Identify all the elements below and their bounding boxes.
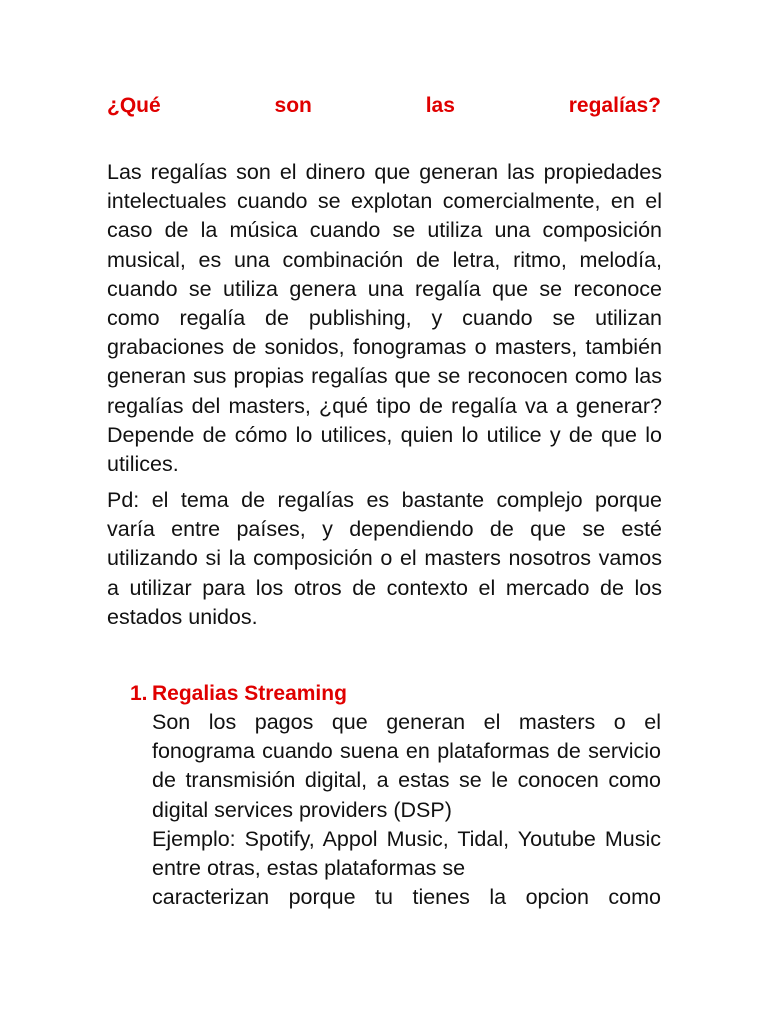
- heading-word: regalías?: [568, 94, 661, 117]
- heading-word: son: [274, 94, 312, 117]
- paragraph-note: Pd: el tema de regalías es bastante complejo porque varía entre países, y dependiendo de que se esté utilizando si la composición o el masters nosotros vamos a utilizar para los otros de contexto el mercado de los estados unidos.: [107, 488, 662, 629]
- list-item-body: [152, 708, 661, 912]
- section-heading: [107, 92, 661, 120]
- list-item-example: Ejemplo: Spotify, Appol Music, Tidal, Youtube Music entre otras, estas plataformas se: [152, 826, 661, 881]
- list-item-description: Son los pagos que generan el masters o el fonograma cuando suena en plataformas de servicio de transmisión digital, a estas se le conocen como digital services providers (DSP): [152, 710, 661, 822]
- heading-word: las: [425, 94, 455, 117]
- heading-word: ¿Qué: [107, 94, 161, 117]
- list-item-title: Regalias Streaming: [152, 682, 347, 705]
- list-item-continuation: caracterizan porque tu tienes la opcion como: [152, 885, 661, 910]
- paragraph-definition: Las regalías son el dinero que generan las propiedades intelectuales cuando se explotan comercialmente, en el caso de la música cuando se utiliza una composición musical, es una combinación de letra, ritmo, melodía, cuando se utiliza genera una regalía que se reconoce como regalía de publishing, y cuando se utilizan grabaciones de sonidos, fonogramas o masters, también generan sus propias regalías que se reconocen como las regalías del masters, ¿qué tipo de regalía va a generar? Depende de cómo lo utilices, quien lo utilice y de que lo utilices.: [107, 160, 662, 477]
- list-item-number: 1.: [130, 682, 148, 705]
